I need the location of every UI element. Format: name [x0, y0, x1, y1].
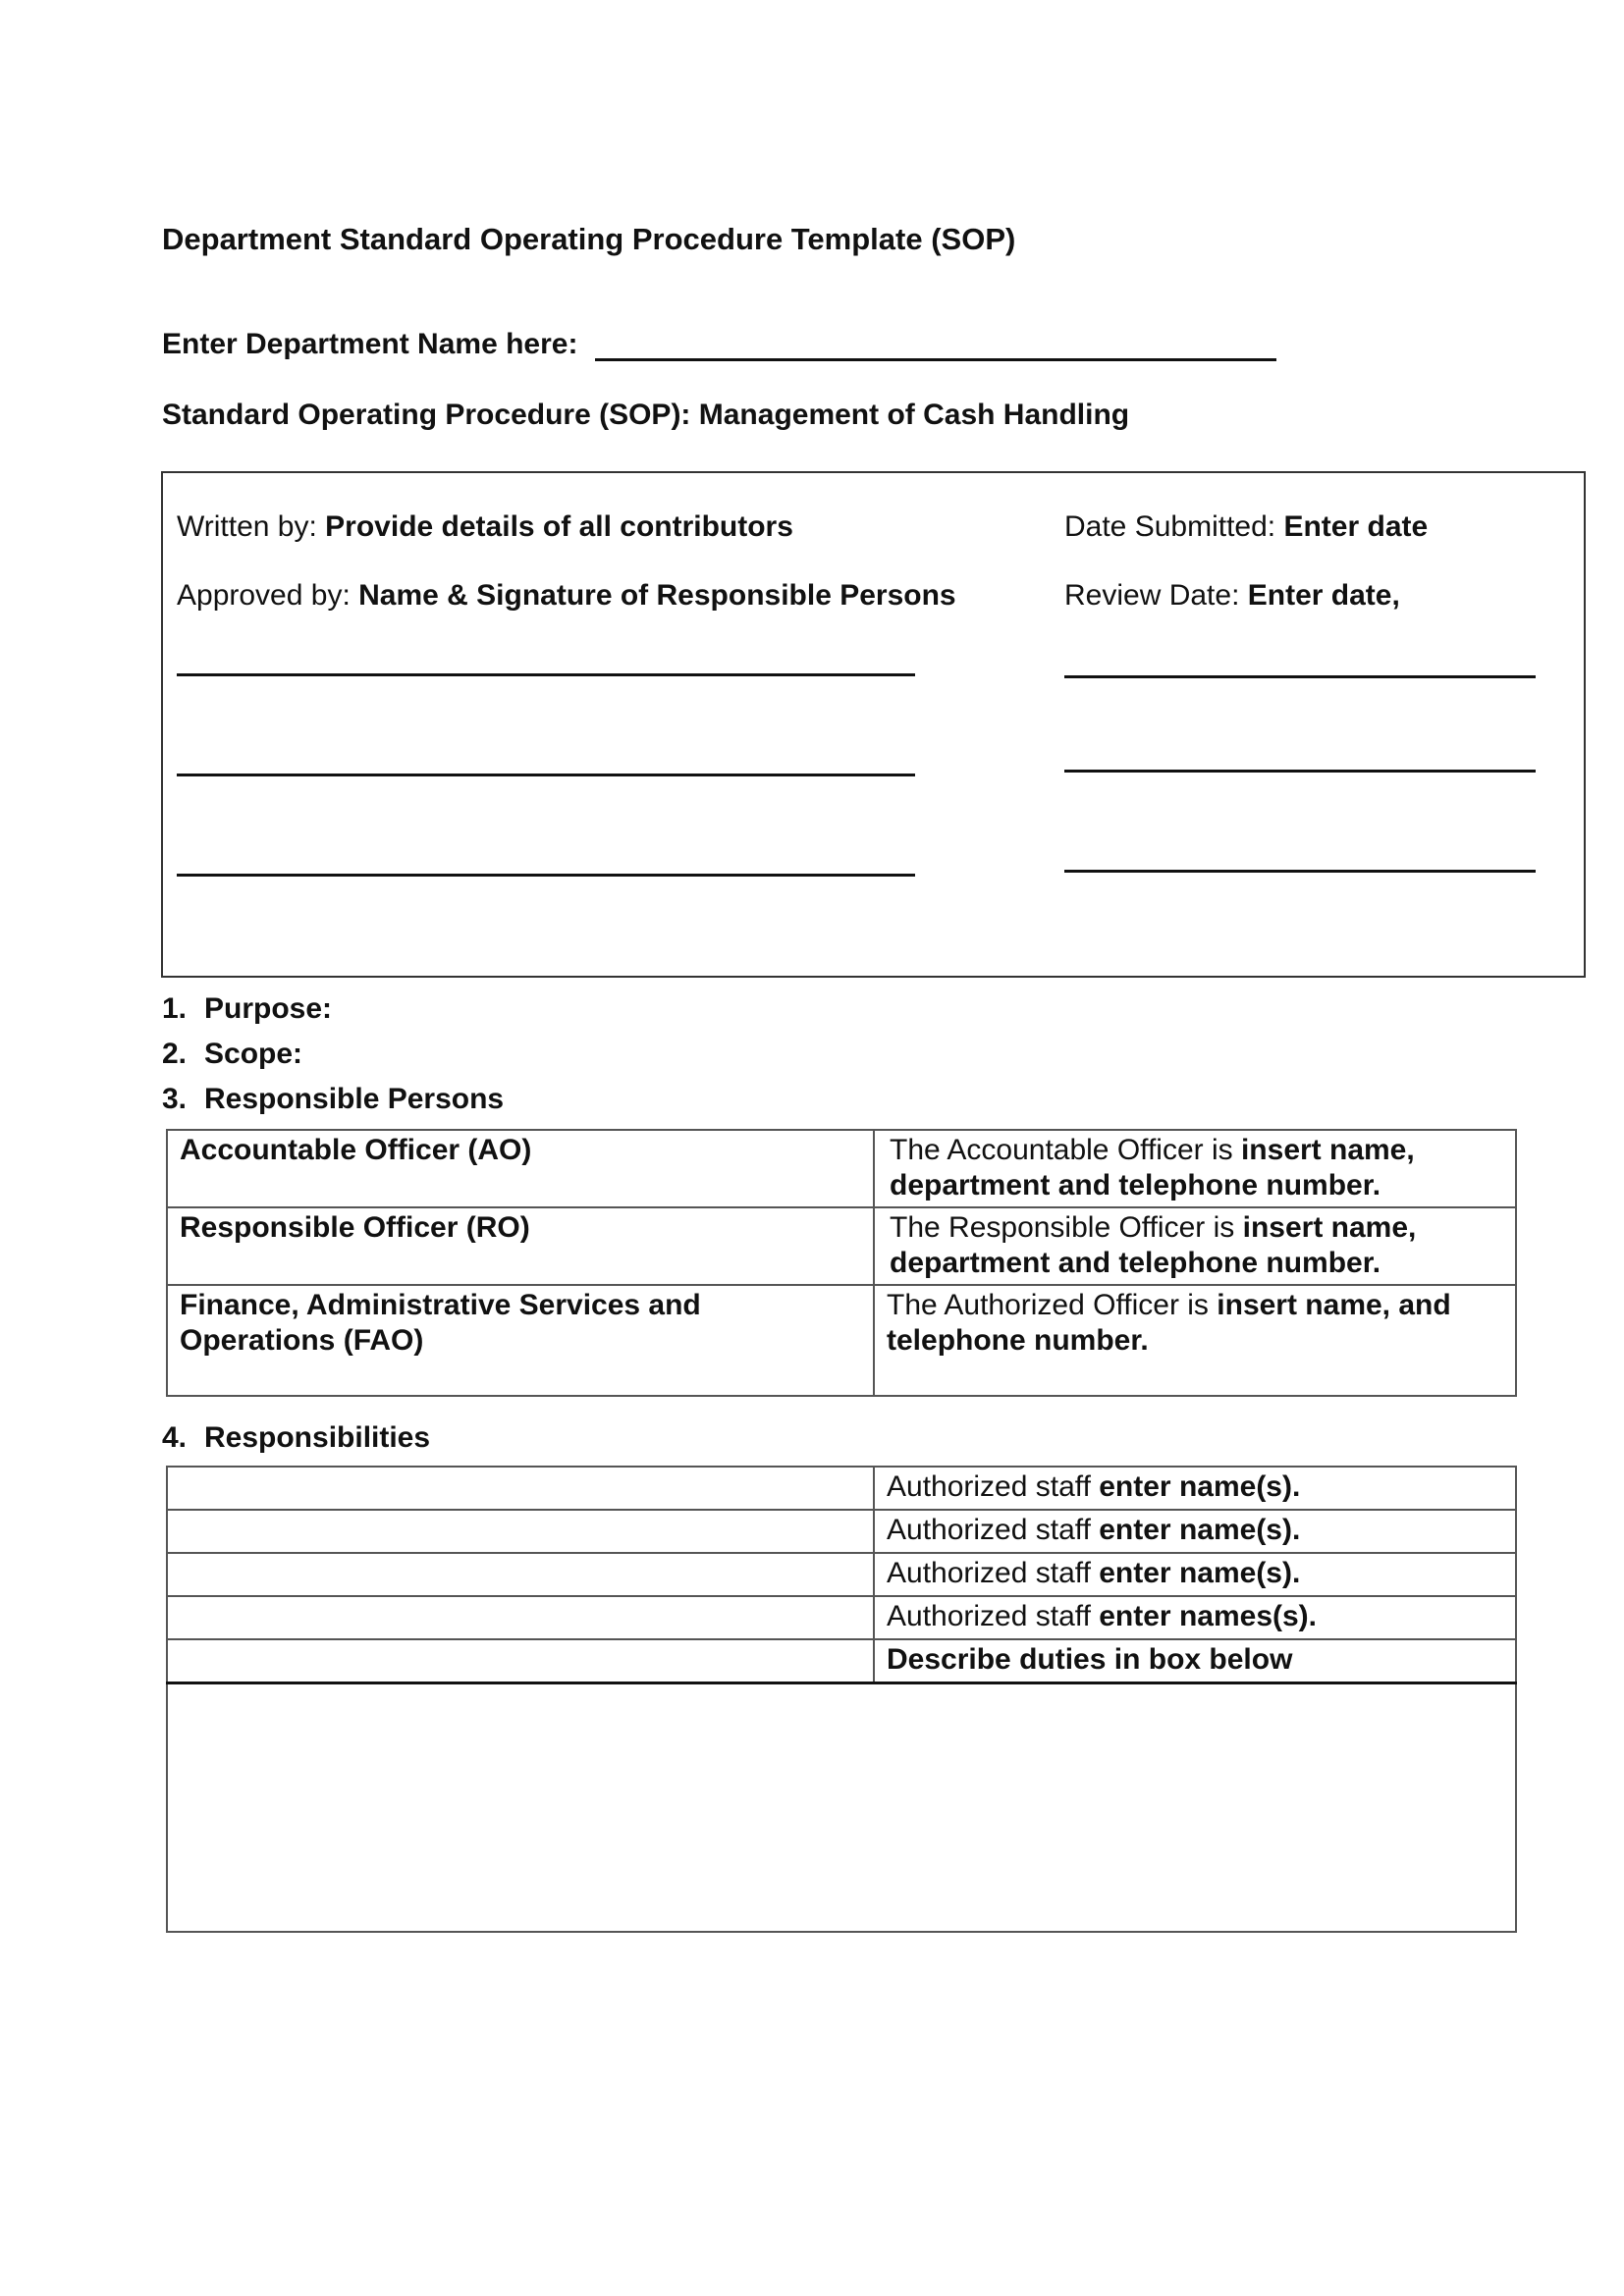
table-row: [167, 1596, 1516, 1639]
date-submitted-value: Enter date: [1283, 510, 1429, 543]
date-submitted-row: [1064, 510, 1428, 544]
table-row: [167, 1130, 1516, 1207]
table-row: [167, 1285, 1516, 1396]
staff-cell: Describe duties in box below: [874, 1639, 1516, 1682]
sop-heading: Standard Operating Procedure (SOP): Management of Cash Handling: [162, 399, 1130, 431]
section-responsible-persons: 3. Responsible Persons: [162, 1083, 505, 1115]
description-cell[interactable]: The Authorized Officer is insert name, and telephone number.: [874, 1285, 1516, 1396]
date-line-2[interactable]: [1064, 770, 1536, 773]
approved-by-row: [177, 579, 956, 613]
section-purpose: 1. Purpose:: [162, 992, 333, 1025]
date-submitted-label: Date Submitted:: [1064, 510, 1276, 543]
section-scope: 2. Scope:: [162, 1038, 303, 1070]
date-line-3[interactable]: [1064, 870, 1536, 873]
review-date-value: Enter date,: [1247, 579, 1400, 612]
section-responsibilities: 4. Responsibilities: [162, 1421, 431, 1454]
duties-description-box[interactable]: [167, 1682, 1516, 1932]
table-row: [167, 1510, 1516, 1553]
signature-line-2[interactable]: [177, 774, 915, 776]
review-date-label: Review Date:: [1064, 579, 1240, 612]
table-row: [167, 1639, 1516, 1682]
staff-cell[interactable]: Authorized staff enter name(s).: [874, 1467, 1516, 1510]
department-name-field[interactable]: [595, 358, 1276, 361]
duty-cell[interactable]: [167, 1639, 874, 1682]
approved-by-value: Name & Signature of Responsible Persons: [358, 579, 956, 612]
staff-cell[interactable]: Authorized staff enter name(s).: [874, 1553, 1516, 1596]
staff-cell[interactable]: Authorized staff enter name(s).: [874, 1510, 1516, 1553]
table-row: [167, 1553, 1516, 1596]
description-cell[interactable]: The Responsible Officer is insert name, department and telephone number.: [874, 1207, 1516, 1285]
authorship-box: [161, 471, 1586, 978]
table-row: [167, 1467, 1516, 1510]
review-date-row: [1064, 579, 1400, 613]
department-name-label: Enter Department Name here:: [162, 328, 578, 360]
staff-cell[interactable]: Authorized staff enter names(s).: [874, 1596, 1516, 1639]
role-cell: Accountable Officer (AO): [167, 1130, 874, 1207]
responsibilities-table: [166, 1466, 1517, 1933]
page-title: Department Standard Operating Procedure Template (SOP): [162, 222, 1016, 256]
written-by-label: Written by:: [177, 510, 317, 543]
date-line-1[interactable]: [1064, 675, 1536, 678]
duty-cell[interactable]: [167, 1510, 874, 1553]
duty-cell[interactable]: [167, 1467, 874, 1510]
description-cell[interactable]: The Accountable Officer is insert name, department and telephone number.: [874, 1130, 1516, 1207]
signature-line-3[interactable]: [177, 874, 915, 877]
written-by-value: Provide details of all contributors: [325, 510, 793, 543]
table-row: [167, 1207, 1516, 1285]
written-by-row: [177, 510, 793, 544]
duties-description-row: [167, 1682, 1516, 1932]
responsible-persons-table: [166, 1129, 1517, 1397]
signature-line-1[interactable]: [177, 673, 915, 676]
duty-cell[interactable]: [167, 1596, 874, 1639]
duty-cell[interactable]: [167, 1553, 874, 1596]
role-cell: Finance, Administrative Services and Operations (FAO): [167, 1285, 874, 1396]
role-cell: Responsible Officer (RO): [167, 1207, 874, 1285]
approved-by-label: Approved by:: [177, 579, 351, 612]
